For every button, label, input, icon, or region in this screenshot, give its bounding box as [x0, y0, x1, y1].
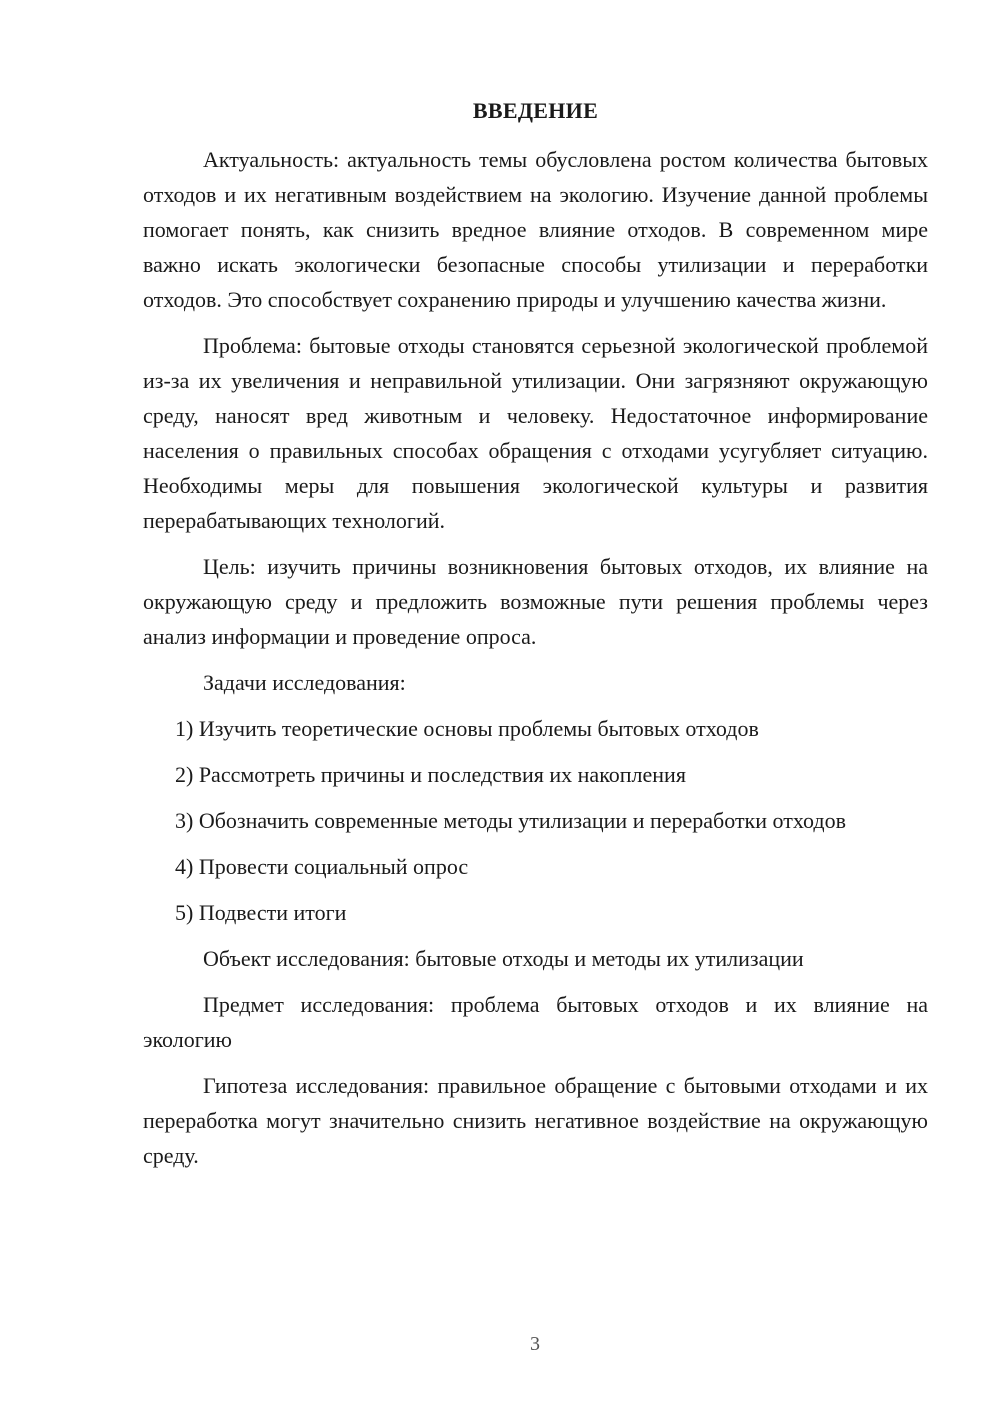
paragraph-subject: Предмет исследования: проблема бытовых отходов и их влияние на экологию: [143, 992, 928, 1052]
tasks-heading: Задачи исследования:: [203, 670, 406, 695]
task-item-2: 2) Рассмотреть причины и последствия их накопления: [175, 762, 686, 787]
page-number: 3: [530, 1333, 540, 1355]
document-page: [143, 96, 928, 1184]
task-item-5: 5) Подвести итоги: [175, 900, 347, 925]
task-item-3: 3) Обозначить современные методы утилизации и переработки отходов: [175, 808, 846, 833]
paragraph-object: Объект исследования: бытовые отходы и методы их утилизации: [203, 946, 804, 971]
paragraph-goal: Цель: изучить причины возникновения бытовых отходов, их влияние на окружающую среду и предложить возможные пути решения проблемы через анализ информации и проведение опроса.: [143, 554, 928, 649]
paragraph-relevance: Актуальность: актуальность темы обусловлена ростом количества бытовых отходов и их негативным воздействием на экологию. Изучение данной проблемы помогает понять, как снизить вредное влияние отходов. В современном мире важно искать экологически безопасные способы утилизации и переработки отходов. Это способствует сохранению природы и улучшению качества жизни.: [143, 147, 928, 312]
paragraph-problem: Проблема: бытовые отходы становятся серьезной экологической проблемой из-за их увеличения и неправильной утилизации. Они загрязняют окружающую среду, наносят вред животным и человеку. Недостаточное информирование населения о правильных способах обращения с отходами усугубляет ситуацию. Необходимы меры для повышения экологической культуры и развития перерабатывающих технологий.: [143, 333, 928, 533]
task-item-4: 4) Провести социальный опрос: [175, 854, 469, 879]
task-item-1: 1) Изучить теоретические основы проблемы бытовых отходов: [175, 716, 759, 741]
document-title: ВВЕДЕНИЕ: [472, 98, 599, 123]
paragraph-hypothesis: Гипотеза исследования: правильное обращение с бытовыми отходами и их переработка могут значительно снизить негативное воздействие на окружающую среду.: [143, 1073, 928, 1168]
